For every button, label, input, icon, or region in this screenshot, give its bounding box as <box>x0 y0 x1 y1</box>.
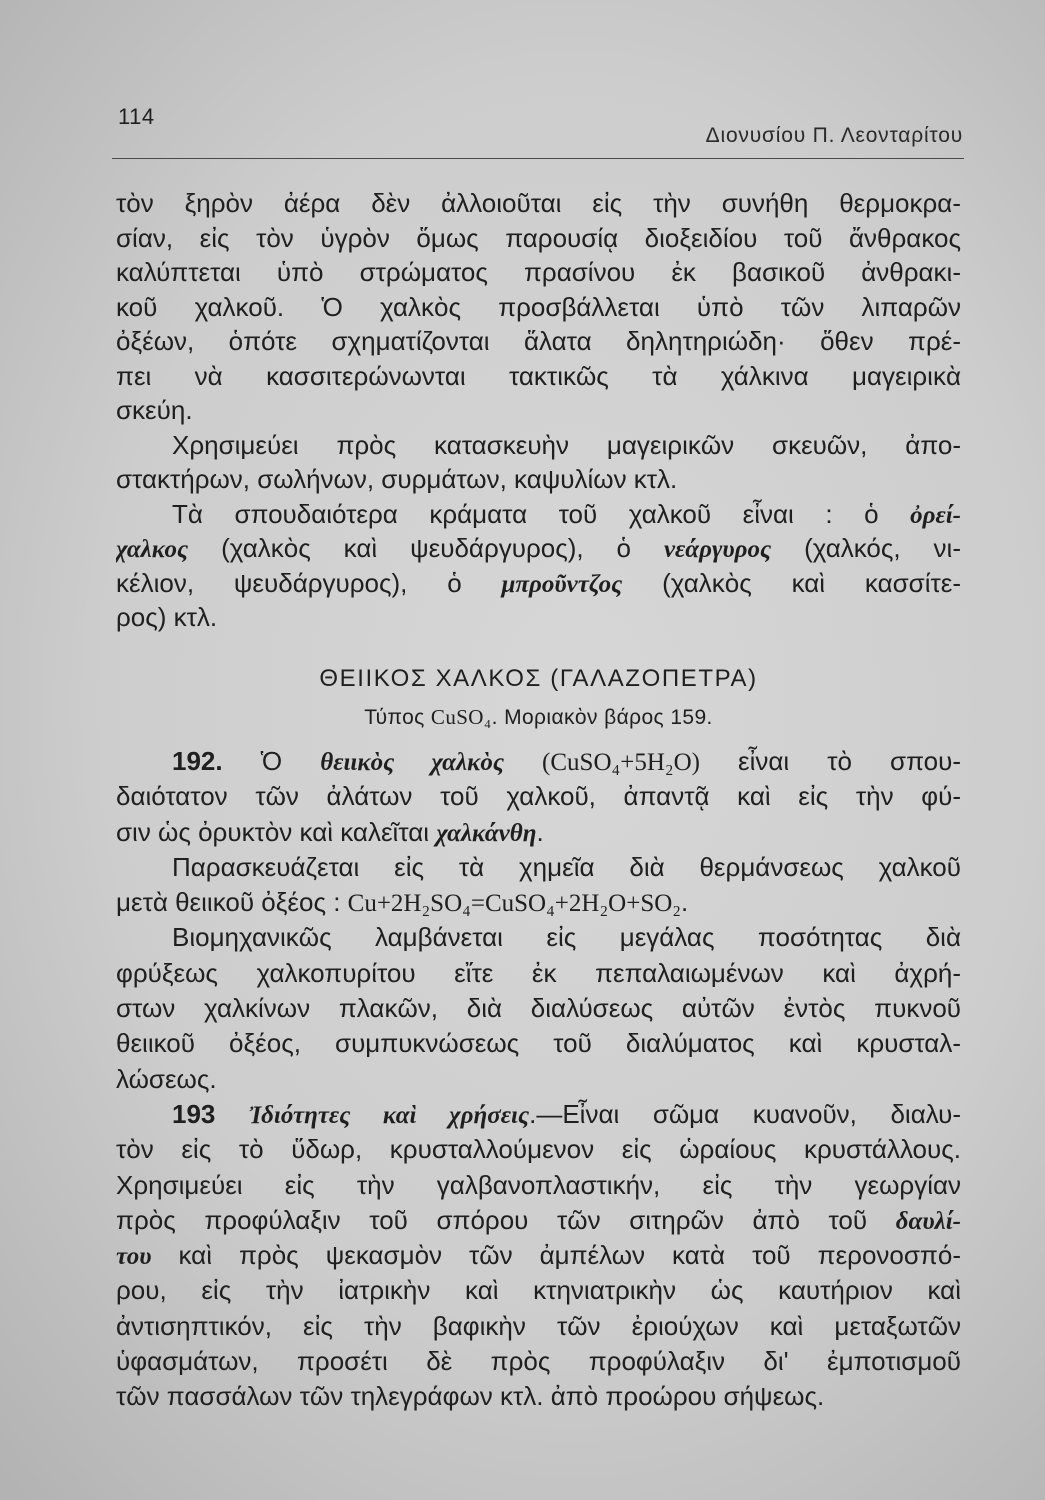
paragraph <box>116 186 961 428</box>
text-line <box>116 393 961 428</box>
text-run: θειικοῦ ὀξέος, συμπυκνώσεως τοῦ διαλύματος καὶ κρυσταλ- <box>116 1028 961 1059</box>
text-line <box>116 566 961 601</box>
section-number: 193 <box>172 1098 216 1129</box>
text-run: καὶ πρὸς ψεκασμὸν τῶν ἀμπέλων κατὰ τοῦ περονοσπό- <box>151 1240 961 1271</box>
text-run: ὑφασμάτων, προσέτι δὲ πρὸς προφύλαξιν δι' ἐμποτισμοῦ <box>116 1346 961 1377</box>
emphasized-term: του <box>116 1243 152 1271</box>
text-line <box>116 1097 961 1132</box>
text-line <box>116 850 961 885</box>
text-run: ἀντισηπτικόν, εἰς τὴν βαφικὴν τῶν ἐριούχων καὶ μεταξωτῶν <box>116 1310 961 1341</box>
text-run: Βιομηχανικῶς λαμβάνεται εἰς μεγάλας ποσότητας διὰ <box>172 922 961 953</box>
text-line <box>116 779 961 814</box>
text-run: Χρησιμεύει εἰς τὴν γαλβανοπλαστικήν, εἰς τὴν γεωργίαν <box>116 1169 961 1200</box>
text-run: τὸν εἰς τὸ ὕδωρ, κρυσταλλούμενον εἰς ὡραίους κρυστάλλους. <box>116 1134 961 1165</box>
paragraph <box>116 1097 961 1415</box>
text-run: .—Εἶναι σῶμα κυανοῦν, διαλυ- <box>529 1098 961 1129</box>
text-run: τὸν ξηρὸν ἀέρα δὲν ἀλλοιοῦται εἰς τὴν συνήθη θερμοκρα- <box>116 188 961 218</box>
text-line <box>116 1203 961 1238</box>
text-line <box>116 1132 961 1167</box>
text-run: στακτήρων, σωλήνων, συρμάτων, καψυλίων κτλ. <box>116 464 678 494</box>
text-run: (χαλκὸς καὶ ψευδάργυρος), ὁ <box>188 533 664 563</box>
text-run: Τὰ σπουδαιότερα κράματα τοῦ χαλκοῦ εἶναι : ὁ <box>172 498 911 529</box>
text-run: . Μοριακὸν βάρος 159. <box>491 706 713 729</box>
paragraph <box>116 428 961 497</box>
text-line <box>116 290 961 325</box>
text-run: Ὁ <box>222 746 321 776</box>
text-line <box>116 359 961 394</box>
section-subheading <box>116 700 961 735</box>
text-line <box>116 186 961 221</box>
paragraph <box>116 850 961 921</box>
text-line <box>116 497 961 532</box>
text-line <box>116 221 961 256</box>
text-run: κοῦ χαλκοῦ. Ὁ χαλκὸς προσβάλλεται ὑπὸ τῶν λιπαρῶν <box>116 291 961 322</box>
chemical-formula: Cu+2H₂SO₄=CuSO₄+2H₂O+SO₂ <box>347 890 682 918</box>
text-run: πει νὰ κασσιτερώνωνται τακτικῶς τὰ χάλκινα μαγειρικὰ <box>116 360 961 391</box>
text-line <box>116 744 961 779</box>
paragraph <box>116 744 961 850</box>
text-run <box>504 746 542 776</box>
page-number: 114 <box>118 104 155 129</box>
text-run: δαιότατον τῶν ἀλάτων τοῦ χαλκοῦ, ἀπαντᾷ καὶ εἰς τὴν φύ- <box>116 781 961 812</box>
section-text <box>116 744 961 1415</box>
text-line <box>116 1168 961 1203</box>
text-run: σίαν, εἰς τὸν ὑγρὸν ὅμως παρουσίᾳ διοξειδίου τοῦ ἄνθρακος <box>116 222 961 253</box>
text-line <box>116 1238 961 1273</box>
text-line <box>116 815 961 850</box>
text-line <box>116 324 961 359</box>
text-line <box>116 920 961 955</box>
paragraph <box>116 920 961 1096</box>
emphasized-term: δαυλί- <box>895 1207 961 1235</box>
text-run: φρύξεως χαλκοπυρίτου εἴτε ἐκ πεπαλαιωμένων καὶ ἀχρή- <box>116 957 961 988</box>
header-rule <box>112 158 964 159</box>
text-run: Τύπος <box>364 706 431 729</box>
running-title: Διονυσίου Π. Λεονταρίτου <box>705 124 963 147</box>
text-line <box>116 956 961 991</box>
text-run: Παρασκευάζεται εἰς τὰ χημεῖα διὰ θερμάνσεως χαλκοῦ <box>172 851 961 882</box>
text-run: (χαλκὸς καὶ κασσίτε- <box>622 567 961 598</box>
text-run: . <box>536 816 544 847</box>
text-run: ὀξέων, ὁπότε σχηματίζονται ἅλατα δηλητηριώδη· ὅθεν πρέ- <box>116 326 961 356</box>
emphasized-term: χαλκάνθη <box>436 819 537 847</box>
text-line <box>116 885 961 920</box>
text-line <box>116 1026 961 1061</box>
section-number: 192. <box>172 746 223 776</box>
text-line <box>116 1062 961 1097</box>
emphasized-term: Ἰδιότητες καὶ χρήσεις <box>248 1101 530 1129</box>
text-run: κέλιον, ψευδάργυρος), ὁ <box>116 567 502 598</box>
text-run: καλύπτεται ὑπὸ στρώματος πρασίνου ἐκ βασικοῦ ἀνθρακι- <box>116 257 961 287</box>
text-line <box>116 1344 961 1379</box>
text-line <box>116 462 961 497</box>
text-run: πρὸς προφύλαξιν τοῦ σπόρου τῶν σιτηρῶν ἀπὸ τοῦ <box>116 1204 896 1235</box>
text-run: σκεύη. <box>116 395 193 425</box>
text-run: στων χαλκίνων πλακῶν, διὰ διαλύσεως αὐτῶν ἐντὸς πυκνοῦ <box>116 993 961 1024</box>
text-line <box>116 600 961 635</box>
text-run: τῶν πασσάλων τῶν τηλεγράφων κτλ. ἀπὸ προώρου σήψεως. <box>116 1381 825 1412</box>
text-run: ρος) κτλ. <box>116 602 218 632</box>
emphasized-term: μπροῦντζος <box>501 570 623 598</box>
text-line <box>116 1273 961 1308</box>
section-heading: ΘΕΙΙΚΟΣ ΧΑΛΚΟΣ (ΓΑΛΑΖΟΠΕΤΡΑ) <box>319 665 758 692</box>
text-run: ρου, εἰς τὴν ἰατρικὴν καὶ κτηνιατρικὴν ὡς καυτήριον καὶ <box>116 1275 961 1306</box>
emphasized-term: χαλκος <box>116 536 189 563</box>
text-line <box>116 531 961 566</box>
text-run: μετὰ θειικοῦ ὀξέος : <box>116 887 348 918</box>
text-run: Χρησιμεύει πρὸς κατασκευὴν μαγειρικῶν σκευῶν, ἀπο- <box>172 429 961 460</box>
text-run: εἶναι τὸ σπου- <box>699 746 961 776</box>
chemical-formula: CuSO₄ <box>430 705 492 729</box>
emphasized-term: θειικὸς χαλκὸς <box>320 749 504 776</box>
text-run: . <box>681 887 689 918</box>
text-line <box>116 991 961 1026</box>
text-run: σιν ὡς ὀρυκτὸν καὶ καλεῖται <box>116 816 437 847</box>
text-line <box>116 255 961 290</box>
emphasized-term: ὀρεί- <box>910 501 961 529</box>
paragraph <box>116 497 961 635</box>
text-line <box>116 1379 961 1414</box>
text-run: λώσεως. <box>116 1063 217 1094</box>
text-run: (χαλκός, νι- <box>771 533 961 563</box>
text-line <box>116 428 961 463</box>
text-line <box>116 1309 961 1344</box>
chemical-formula: (CuSO₄+5H₂O) <box>542 749 700 776</box>
text-run <box>215 1099 249 1129</box>
intro-text <box>116 186 961 635</box>
emphasized-term: νεάργυρος <box>663 536 772 563</box>
